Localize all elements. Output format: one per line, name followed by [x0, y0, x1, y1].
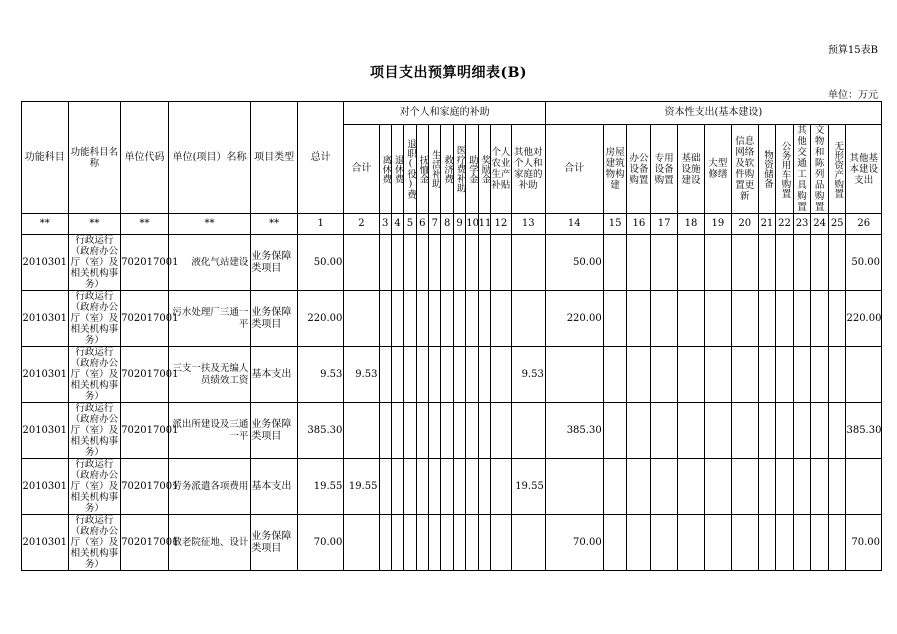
unit-code-cell: 702017001 — [121, 515, 169, 571]
col-number: 9 — [453, 214, 465, 235]
empty-cell — [811, 347, 829, 403]
header-other-personal: 其他对个人和家庭的补助 — [511, 125, 545, 214]
unit-code-cell: 702017001 — [121, 235, 169, 291]
empty-cell — [651, 459, 678, 515]
empty-cell — [704, 291, 731, 347]
unit-label: 单位：万元 — [828, 90, 878, 101]
empty-cell — [731, 403, 758, 459]
star-cell: ** — [68, 214, 121, 235]
empty-cell — [603, 291, 627, 347]
header-reserves: 物资储备 — [758, 125, 776, 214]
capital-other-cell: 70.00 — [846, 515, 882, 571]
header-medical: 医疗费补助 — [453, 125, 465, 214]
total-cell: 9.53 — [297, 347, 344, 403]
empty-cell — [478, 347, 490, 403]
empty-cell — [429, 515, 441, 571]
empty-cell — [603, 403, 627, 459]
empty-cell — [379, 459, 391, 515]
empty-cell — [828, 459, 846, 515]
empty-cell — [453, 515, 465, 571]
empty-cell — [478, 459, 490, 515]
empty-cell — [441, 515, 453, 571]
capital-total-cell: 385.30 — [545, 403, 603, 459]
empty-cell — [466, 459, 478, 515]
capital-other-cell: 50.00 — [846, 235, 882, 291]
col-number: 21 — [758, 214, 776, 235]
header-unit-code: 单位代码 — [121, 102, 169, 214]
col-number: 18 — [678, 214, 705, 235]
unit-name-cell: 派出所建设及三通一平 — [168, 403, 251, 459]
empty-cell — [793, 459, 811, 515]
empty-cell — [678, 235, 705, 291]
empty-cell — [429, 459, 441, 515]
empty-cell — [678, 403, 705, 459]
func-name-cell: 行政运行（政府办公厅（室）及相关机构事务） — [68, 459, 121, 515]
empty-cell — [379, 235, 391, 291]
empty-cell — [603, 515, 627, 571]
empty-cell — [811, 459, 829, 515]
empty-cell — [416, 235, 428, 291]
header-reward: 奖励金 — [478, 125, 490, 214]
empty-cell — [391, 459, 403, 515]
empty-cell — [478, 291, 490, 347]
empty-cell — [828, 291, 846, 347]
empty-cell — [828, 347, 846, 403]
header-it: 信息网络及软件购置更新 — [731, 125, 758, 214]
personal-total-cell: 9.53 — [344, 347, 379, 403]
empty-cell — [429, 291, 441, 347]
col-number: 14 — [545, 214, 603, 235]
empty-cell — [776, 515, 794, 571]
empty-cell — [758, 515, 776, 571]
empty-cell — [704, 235, 731, 291]
capital-other-cell — [846, 347, 882, 403]
empty-cell — [379, 347, 391, 403]
unit-code-cell: 702017001 — [121, 403, 169, 459]
unit-code-cell: 702017001 — [121, 291, 169, 347]
func-code-cell: 2010301 — [22, 515, 69, 571]
table-row — [22, 515, 882, 571]
col-number: 7 — [429, 214, 441, 235]
header-infrastructure: 基础设施建设 — [678, 125, 705, 214]
col-number: 22 — [776, 214, 794, 235]
header-aid: 救济费 — [441, 125, 453, 214]
col-number: 10 — [466, 214, 478, 235]
project-type-cell: 基本支出 — [251, 459, 298, 515]
empty-cell — [828, 235, 846, 291]
capital-total-cell: 70.00 — [545, 515, 603, 571]
empty-cell — [379, 515, 391, 571]
table-body — [22, 235, 882, 571]
header-other-transport: 其他交通工具购置 — [793, 125, 811, 214]
empty-cell — [453, 459, 465, 515]
empty-cell — [441, 459, 453, 515]
empty-cell — [758, 347, 776, 403]
header-total: 总计 — [297, 102, 344, 214]
empty-cell — [404, 403, 416, 459]
col-number: 19 — [704, 214, 731, 235]
empty-cell — [627, 347, 651, 403]
empty-cell — [651, 291, 678, 347]
personal-other-cell — [511, 235, 545, 291]
project-type-cell: 业务保障类项目 — [251, 403, 298, 459]
personal-other-cell: 9.53 — [511, 347, 545, 403]
empty-cell — [627, 515, 651, 571]
empty-cell — [758, 403, 776, 459]
personal-total-cell — [344, 235, 379, 291]
col-number: 11 — [478, 214, 490, 235]
empty-cell — [491, 515, 512, 571]
col-number: 13 — [511, 214, 545, 235]
star-cell: ** — [22, 214, 69, 235]
empty-cell — [466, 291, 478, 347]
empty-cell — [491, 459, 512, 515]
col-number: 20 — [731, 214, 758, 235]
empty-cell — [731, 235, 758, 291]
budget-table — [21, 101, 882, 571]
personal-total-cell: 19.55 — [344, 459, 379, 515]
capital-other-cell: 385.30 — [846, 403, 882, 459]
empty-cell — [429, 347, 441, 403]
empty-cell — [429, 235, 441, 291]
empty-cell — [776, 235, 794, 291]
empty-cell — [416, 403, 428, 459]
empty-cell — [466, 347, 478, 403]
empty-cell — [678, 291, 705, 347]
page-title: 项目支出预算明细表(B) — [369, 65, 528, 81]
empty-cell — [603, 459, 627, 515]
empty-cell — [441, 235, 453, 291]
header-personal-total: 合计 — [344, 125, 379, 214]
empty-cell — [453, 403, 465, 459]
unit-name-cell: 劳务派遣各项费用 — [168, 459, 251, 515]
empty-cell — [627, 459, 651, 515]
func-code-cell: 2010301 — [22, 347, 69, 403]
header-relief: 抚恤金 — [416, 125, 428, 214]
table-row — [22, 403, 882, 459]
empty-cell — [391, 403, 403, 459]
col-number: 12 — [491, 214, 512, 235]
capital-total-cell: 50.00 — [545, 235, 603, 291]
empty-cell — [603, 347, 627, 403]
header-building: 房屋建筑物构建 — [603, 125, 627, 214]
empty-cell — [811, 515, 829, 571]
empty-cell — [491, 291, 512, 347]
func-name-cell: 行政运行（政府办公厅（室）及相关机构事务） — [68, 347, 121, 403]
empty-cell — [758, 459, 776, 515]
empty-cell — [758, 291, 776, 347]
header-relics: 文物和陈列品购置 — [811, 125, 829, 214]
col-number: 16 — [627, 214, 651, 235]
unit-code-cell: 702017001 — [121, 347, 169, 403]
capital-total-cell — [545, 459, 603, 515]
empty-cell — [793, 291, 811, 347]
empty-cell — [776, 403, 794, 459]
empty-cell — [678, 347, 705, 403]
header-agri-subsidy: 个人农业生产补贴 — [491, 125, 512, 214]
empty-cell — [453, 347, 465, 403]
func-name-cell: 行政运行（政府办公厅（室）及相关机构事务） — [68, 515, 121, 571]
empty-cell — [793, 347, 811, 403]
project-type-cell: 业务保障类项目 — [251, 515, 298, 571]
col-number: 3 — [379, 214, 391, 235]
empty-cell — [793, 235, 811, 291]
empty-cell — [627, 403, 651, 459]
col-number: 6 — [416, 214, 428, 235]
empty-cell — [379, 291, 391, 347]
header-func-code: 功能科目 — [22, 102, 69, 214]
empty-cell — [776, 459, 794, 515]
header-func-name: 功能科目名称 — [68, 102, 121, 214]
star-cell: ** — [168, 214, 251, 235]
empty-cell — [811, 235, 829, 291]
table-row — [22, 291, 882, 347]
capital-total-cell — [545, 347, 603, 403]
empty-cell — [603, 235, 627, 291]
empty-cell — [793, 515, 811, 571]
project-type-cell: 业务保障类项目 — [251, 291, 298, 347]
form-number: 预算15表B — [827, 45, 878, 56]
unit-name-cell: 液化气站建设 — [168, 235, 251, 291]
header-project-type: 项目类型 — [251, 102, 298, 214]
func-code-cell: 2010301 — [22, 459, 69, 515]
empty-cell — [391, 347, 403, 403]
header-resignation: 退职(役)费 — [404, 125, 416, 214]
col-number: 26 — [846, 214, 882, 235]
empty-cell — [416, 515, 428, 571]
capital-total-cell: 220.00 — [545, 291, 603, 347]
col-number: 23 — [793, 214, 811, 235]
col-number: 1 — [297, 214, 344, 235]
empty-cell — [731, 347, 758, 403]
table-row — [22, 459, 882, 515]
unit-name-cell: 三支一扶及无编人员绩效工资 — [168, 347, 251, 403]
personal-other-cell — [511, 291, 545, 347]
empty-cell — [404, 347, 416, 403]
header-unit-name: 单位(项目）名称 — [168, 102, 251, 214]
empty-cell — [466, 235, 478, 291]
func-code-cell: 2010301 — [22, 235, 69, 291]
empty-cell — [731, 459, 758, 515]
empty-cell — [704, 403, 731, 459]
unit-code-cell: 702017001 — [121, 459, 169, 515]
empty-cell — [404, 459, 416, 515]
empty-cell — [627, 235, 651, 291]
total-cell: 385.30 — [297, 403, 344, 459]
empty-cell — [678, 515, 705, 571]
empty-cell — [391, 515, 403, 571]
col-number: 25 — [828, 214, 846, 235]
total-cell: 220.00 — [297, 291, 344, 347]
total-cell: 19.55 — [297, 459, 344, 515]
header-group-personal: 对个人和家庭的补助 — [344, 102, 545, 125]
empty-cell — [478, 403, 490, 459]
personal-total-cell — [344, 515, 379, 571]
empty-cell — [651, 347, 678, 403]
func-code-cell: 2010301 — [22, 403, 69, 459]
col-number: 8 — [441, 214, 453, 235]
header-scholarship: 助学金 — [466, 125, 478, 214]
project-type-cell: 基本支出 — [251, 347, 298, 403]
col-number: 15 — [603, 214, 627, 235]
total-cell: 50.00 — [297, 235, 344, 291]
empty-cell — [429, 403, 441, 459]
empty-cell — [441, 347, 453, 403]
empty-cell — [404, 235, 416, 291]
empty-cell — [828, 403, 846, 459]
star-cell: ** — [251, 214, 298, 235]
empty-cell — [651, 403, 678, 459]
empty-cell — [441, 403, 453, 459]
func-name-cell: 行政运行（政府办公厅（室）及相关机构事务） — [68, 403, 121, 459]
col-number: 17 — [651, 214, 678, 235]
empty-cell — [491, 403, 512, 459]
empty-cell — [731, 291, 758, 347]
empty-cell — [704, 459, 731, 515]
empty-cell — [704, 347, 731, 403]
empty-cell — [651, 515, 678, 571]
unit-name-cell: 敬老院征地、设计 — [168, 515, 251, 571]
total-cell: 70.00 — [297, 515, 344, 571]
personal-other-cell — [511, 403, 545, 459]
empty-cell — [776, 291, 794, 347]
unit-name-cell: 污水处理厂三通一平 — [168, 291, 251, 347]
empty-cell — [404, 291, 416, 347]
table-row — [22, 235, 882, 291]
empty-cell — [651, 235, 678, 291]
empty-cell — [491, 347, 512, 403]
empty-cell — [466, 403, 478, 459]
empty-cell — [758, 235, 776, 291]
header-other-capital: 其他基本建设支出 — [846, 125, 882, 214]
header-capital-total: 合计 — [545, 125, 603, 214]
capital-other-cell — [846, 459, 882, 515]
empty-cell — [776, 347, 794, 403]
col-number: 5 — [404, 214, 416, 235]
func-name-cell: 行政运行（政府办公厅（室）及相关机构事务） — [68, 291, 121, 347]
empty-cell — [391, 291, 403, 347]
empty-cell — [416, 459, 428, 515]
empty-cell — [391, 235, 403, 291]
empty-cell — [478, 235, 490, 291]
empty-cell — [731, 515, 758, 571]
empty-cell — [453, 291, 465, 347]
empty-cell — [627, 291, 651, 347]
empty-cell — [811, 291, 829, 347]
table-row — [22, 347, 882, 403]
empty-cell — [478, 515, 490, 571]
empty-cell — [491, 235, 512, 291]
empty-cell — [453, 235, 465, 291]
header-retirement: 离休费 — [379, 125, 391, 214]
personal-other-cell: 19.55 — [511, 459, 545, 515]
empty-cell — [416, 347, 428, 403]
header-group-capital: 资本性支出(基本建设) — [545, 102, 881, 125]
personal-total-cell — [344, 403, 379, 459]
col-number: 24 — [811, 214, 829, 235]
project-type-cell: 业务保障类项目 — [251, 235, 298, 291]
empty-cell — [441, 291, 453, 347]
personal-total-cell — [344, 291, 379, 347]
func-code-cell: 2010301 — [22, 291, 69, 347]
personal-other-cell — [511, 515, 545, 571]
empty-cell — [416, 291, 428, 347]
empty-cell — [811, 403, 829, 459]
header-living-subsidy: 生活补助 — [429, 125, 441, 214]
empty-cell — [404, 515, 416, 571]
header-vehicles: 公务用车购置 — [776, 125, 794, 214]
func-name-cell: 行政运行（政府办公厅（室）及相关机构事务） — [68, 235, 121, 291]
empty-cell — [466, 515, 478, 571]
header-intangible: 无形资产购置 — [828, 125, 846, 214]
empty-cell — [793, 403, 811, 459]
empty-cell — [704, 515, 731, 571]
star-cell: ** — [121, 214, 169, 235]
header-special-equip: 专用设备购置 — [651, 125, 678, 214]
header-office-equip: 办公设备购置 — [627, 125, 651, 214]
col-number: 4 — [391, 214, 403, 235]
empty-cell — [828, 515, 846, 571]
header-pension: 退休费 — [391, 125, 403, 214]
capital-other-cell: 220.00 — [846, 291, 882, 347]
header-major-repair: 大型修缮 — [704, 125, 731, 214]
col-number: 2 — [344, 214, 379, 235]
empty-cell — [678, 459, 705, 515]
empty-cell — [379, 403, 391, 459]
